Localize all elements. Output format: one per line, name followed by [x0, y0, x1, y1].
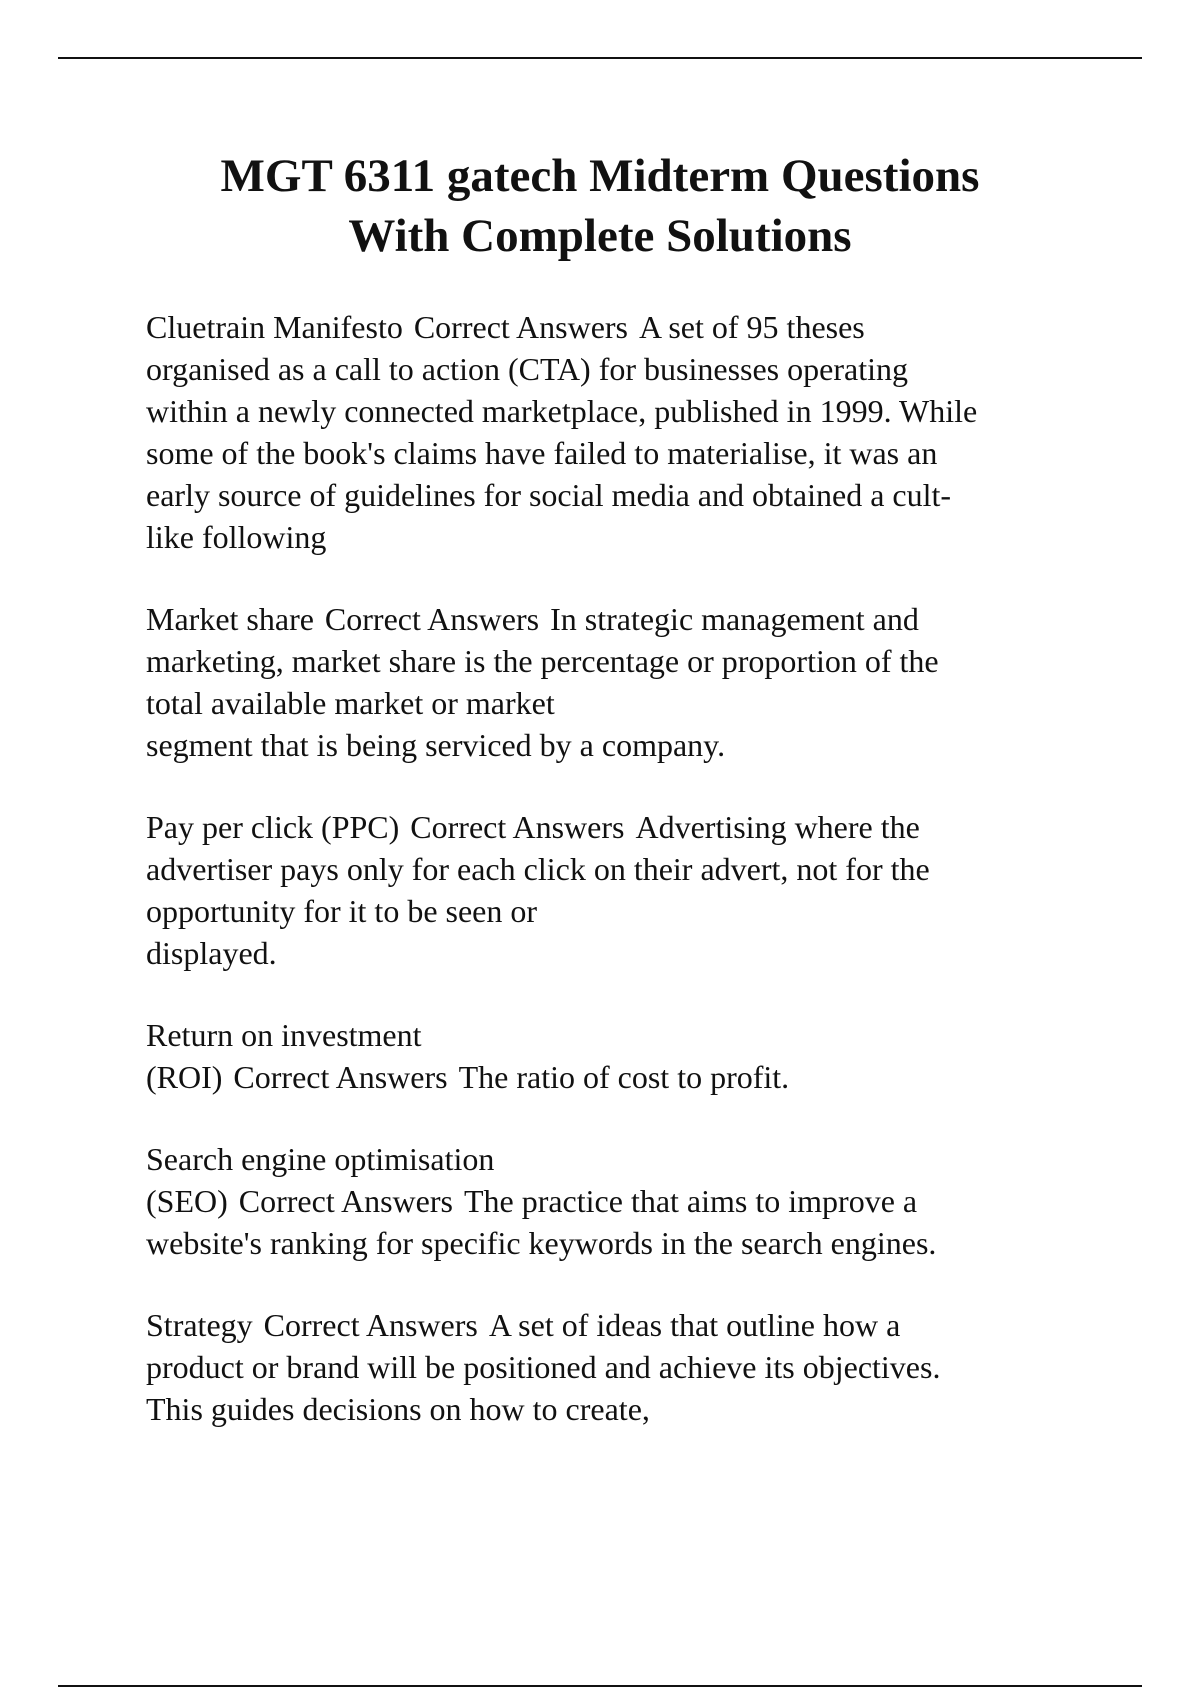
bottom-rule: [58, 1685, 1142, 1687]
qa-entry-market-share: [146, 598, 1106, 766]
title-line: MGT 6311 gatech Midterm Questions: [220, 150, 980, 202]
entry-line: [146, 306, 1106, 348]
title-line: With Complete Solutions: [348, 210, 852, 262]
entry-answer-text: A set of ideas that outline how a: [488, 1307, 901, 1343]
entry-term: Cluetrain Manifesto: [146, 309, 403, 345]
qa-entry-search-engine-optimisation: [146, 1138, 1106, 1264]
entry-answer-text: early source of guidelines for social media and obtained a cult-: [146, 477, 952, 513]
qa-entry-pay-per-click: [146, 806, 1106, 974]
entry-line: [146, 1180, 1106, 1222]
qa-list: [146, 306, 1106, 1470]
entry-term-abbrev: (SEO): [146, 1183, 228, 1219]
entry-answer-text: some of the book's claims have failed to materialise, it was an: [146, 435, 938, 471]
entry-answer-text: opportunity for it to be seen or: [146, 893, 538, 929]
entry-answer-label: Correct Answers: [410, 809, 625, 845]
entry-line: [146, 1304, 1106, 1346]
entry-answer-text: segment that is being serviced by a company.: [146, 727, 726, 763]
entry-answer-label: Correct Answers: [413, 309, 628, 345]
entry-answer-label: Correct Answers: [324, 601, 540, 637]
entry-answer-text: displayed.: [146, 935, 277, 971]
entry-answer-text: The practice that aims to improve a: [463, 1183, 918, 1219]
top-rule: [58, 57, 1142, 59]
entry-answer-text: A set of 95 theses: [639, 309, 865, 345]
entry-answer-text: product or brand will be positioned and achieve its objectives.: [146, 1349, 941, 1385]
entry-line: [146, 1056, 1106, 1098]
entry-answer-text: The ratio of cost to profit.: [458, 1059, 790, 1095]
entry-term: Return on investment: [146, 1017, 422, 1053]
qa-entry-return-on-investment: [146, 1014, 1106, 1098]
entry-answer-text: In strategic management and: [550, 601, 919, 637]
entry-line: [146, 598, 1106, 640]
entry-term: Pay per click (PPC): [146, 809, 400, 845]
qa-entry-strategy: [146, 1304, 1106, 1430]
entry-line: [146, 806, 1106, 848]
entry-answer-text: organised as a call to action (CTA) for businesses operating: [146, 351, 908, 387]
entry-answer-label: Correct Answers: [233, 1059, 448, 1095]
entry-answer-text: This guides decisions on how to create,: [146, 1391, 650, 1427]
entry-term: Market share: [146, 601, 314, 637]
entry-answer-text: total available market or market: [146, 685, 555, 721]
document-title: [60, 146, 1140, 266]
entry-term: Strategy: [146, 1307, 253, 1343]
entry-answer-text: website's ranking for specific keywords in the search engines.: [146, 1225, 937, 1261]
entry-answer-text: like following: [146, 519, 327, 555]
entry-answer-label: Correct Answers: [238, 1183, 453, 1219]
entry-term-abbrev: (ROI): [146, 1059, 223, 1095]
qa-entry-cluetrain-manifesto: [146, 306, 1106, 558]
entry-answer-text: within a newly connected marketplace, published in 1999. While: [146, 393, 978, 429]
entry-answer-text: Advertising where the: [635, 809, 920, 845]
entry-answer-text: advertiser pays only for each click on their advert, not for the: [146, 851, 930, 887]
entry-answer-text: marketing, market share is the percentage or proportion of the: [146, 643, 939, 679]
entry-answer-label: Correct Answers: [263, 1307, 478, 1343]
entry-term: Search engine optimisation: [146, 1141, 495, 1177]
